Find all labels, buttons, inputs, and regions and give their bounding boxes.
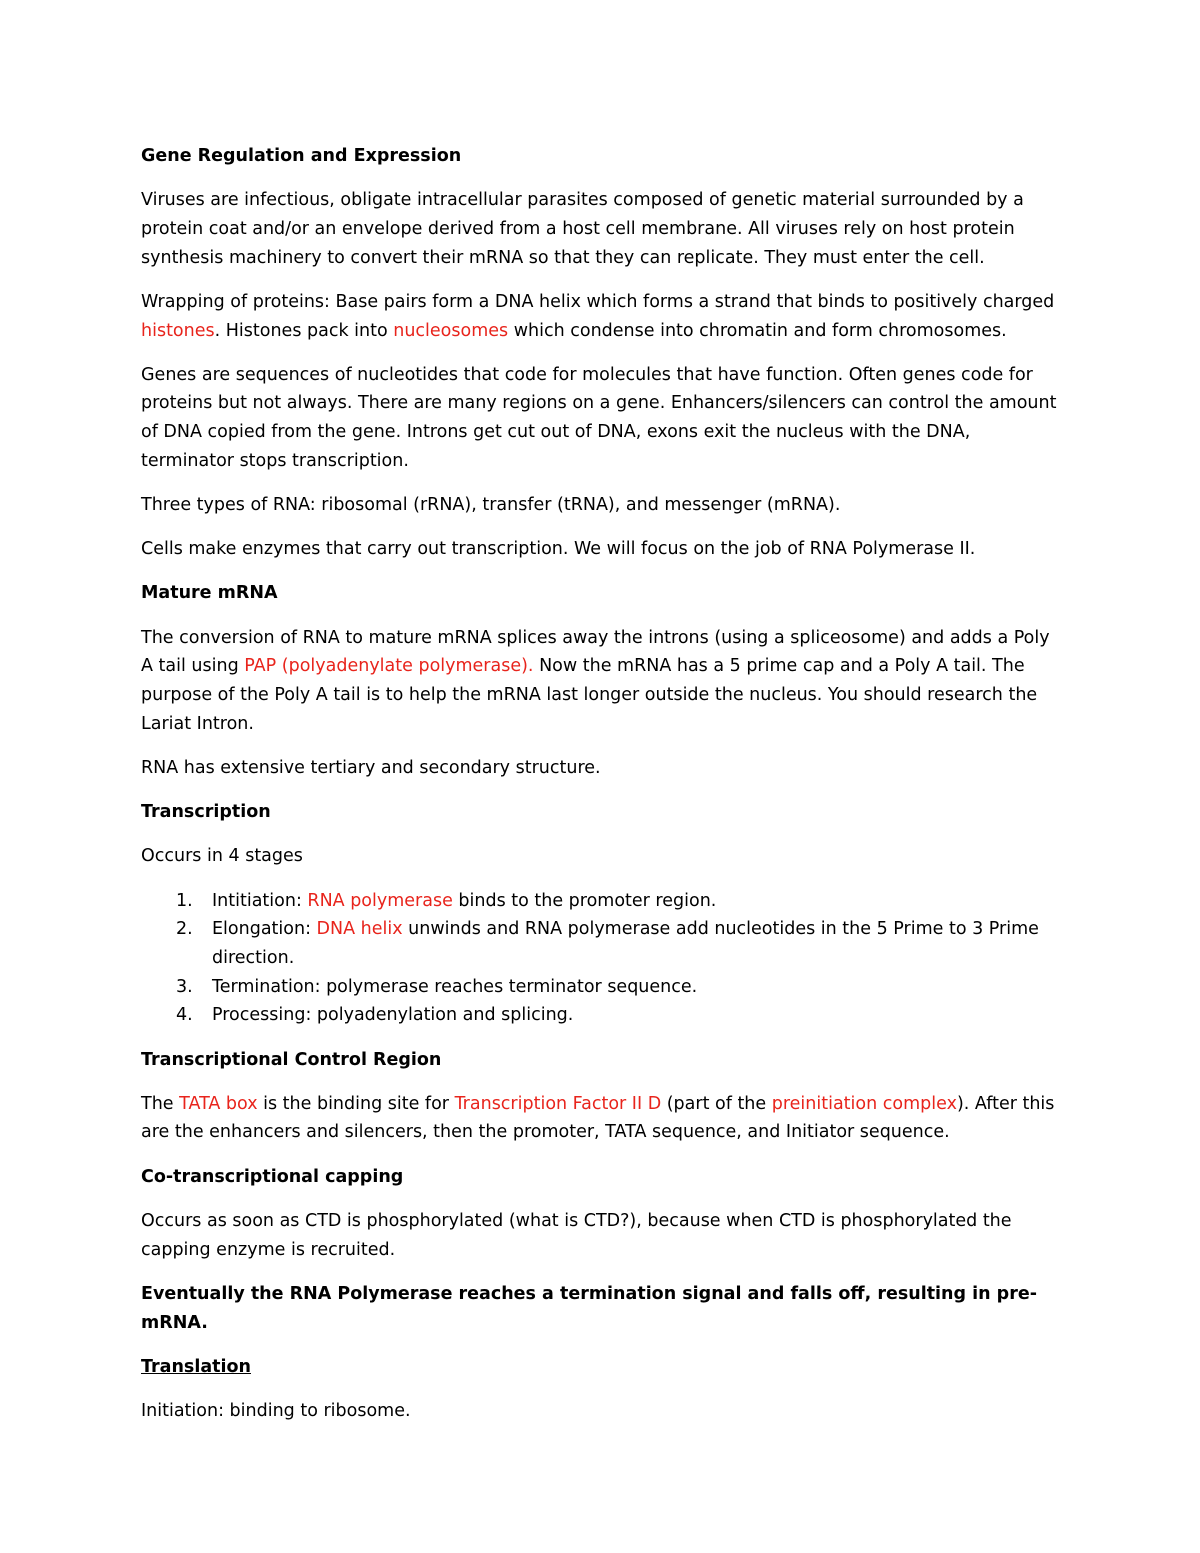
transcription-heading: Transcription <box>141 802 271 823</box>
text-run: (part of the <box>661 1093 772 1114</box>
genes-paragraph: Genes are sequences of nucleotides that code for molecules that have function. Often genes code for proteins but not always. There are many regions on a gene. Enhancers/silencers can control the amount of DNA copied from the gene. Introns get cut out of DNA, exons exit the nucleus with the DNA, terminator stops transcription. <box>141 364 1057 471</box>
translation-heading: Translation <box>141 1356 251 1377</box>
list-item <box>141 887 1061 916</box>
wrapping-paragraph <box>141 288 1061 345</box>
text-run: unwinds and RNA polymerase add nucleotides in the 5 Prime to 3 Prime direction. <box>212 919 1039 968</box>
list-number: 1. <box>176 890 193 911</box>
text-run: Wrapping of proteins: Base pairs form a DNA helix which forms a strand that binds to positively charged <box>141 291 1055 312</box>
list-item <box>141 1001 1061 1030</box>
control-region-heading: Transcriptional Control Region <box>141 1049 442 1070</box>
viruses-paragraph: Viruses are infectious, obligate intracellular parasites composed of genetic material surrounded by a protein coat and/or an envelope derived from a host cell membrane. All viruses rely on host protein synthesis machinery to convert their mRNA so that they can replicate. They must enter the cell. <box>141 190 1024 268</box>
enzymes-paragraph: Cells make enzymes that carry out transcription. We will focus on the job of RNA Polymerase II. <box>141 539 976 560</box>
text-run: which condense into chromatin and form chromosomes. <box>508 320 1007 341</box>
initiation-paragraph: Initiation: binding to ribosome. <box>141 1400 411 1421</box>
mature-mrna-heading: Mature mRNA <box>141 583 278 604</box>
highlight-dna-helix: DNA helix <box>316 919 403 940</box>
highlight-tfiid: Transcription Factor II D <box>454 1093 662 1114</box>
list-item <box>141 915 1061 972</box>
text-run: Processing: polyadenylation and splicing. <box>212 1005 574 1026</box>
mature-mrna-paragraph <box>141 624 1061 739</box>
rna-types-paragraph: Three types of RNA: ribosomal (rRNA), transfer (tRNA), and messenger (mRNA). <box>141 495 841 516</box>
text-run: The conversion of RNA to mature mRNA splices away the introns (using a spliceosome) and adds a Poly A tail using <box>141 627 1050 677</box>
highlight-nucleosomes: nucleosomes <box>393 320 509 341</box>
text-run: The <box>141 1093 180 1114</box>
text-run: . Histones pack into <box>214 320 394 341</box>
highlight-preinitiation-complex: preinitiation complex <box>771 1093 957 1114</box>
capping-paragraph: Occurs as soon as CTD is phosphorylated (what is CTD?), because when CTD is phosphorylated the capping enzyme is recruited. <box>141 1210 1012 1260</box>
stages-intro: Occurs in 4 stages <box>141 846 303 867</box>
capping-heading: Co-transcriptional capping <box>141 1166 404 1187</box>
highlight-rna-polymerase: RNA polymerase <box>307 890 453 911</box>
termination-paragraph: Eventually the RNA Polymerase reaches a termination signal and falls off, resulting in pre-mRNA. <box>141 1283 1037 1333</box>
text-run: Intitiation: <box>212 890 308 911</box>
highlight-histones: histones <box>141 320 215 341</box>
text-run: ). After this are the enhancers and silencers, then the promoter, TATA sequence, and Initiator sequence. <box>141 1093 1055 1143</box>
document-body <box>141 142 1061 1441</box>
list-number: 4. <box>176 1005 193 1026</box>
text-run: Elongation: <box>212 919 317 940</box>
text-run: binds to the promoter region. <box>452 890 717 911</box>
list-number: 2. <box>176 919 193 940</box>
text-run: is the binding site for <box>257 1093 455 1114</box>
rna-structure-paragraph: RNA has extensive tertiary and secondary structure. <box>141 757 601 778</box>
text-run: Termination: polymerase reaches terminator sequence. <box>212 976 698 997</box>
text-run: Now the mRNA has a 5 prime cap and a Poly A tail. The purpose of the Poly A tail is to help the mRNA last longer outside the nucleus. You should research the Lariat Intron. <box>141 656 1038 734</box>
list-item <box>141 973 1061 1002</box>
list-number: 3. <box>176 976 193 997</box>
highlight-tata-box: TATA box <box>179 1093 258 1114</box>
stages-list <box>141 887 1061 1031</box>
highlight-pap: PAP (polyadenylate polymerase). <box>244 656 534 677</box>
document-title: Gene Regulation and Expression <box>141 146 462 166</box>
tata-paragraph <box>141 1090 1061 1147</box>
